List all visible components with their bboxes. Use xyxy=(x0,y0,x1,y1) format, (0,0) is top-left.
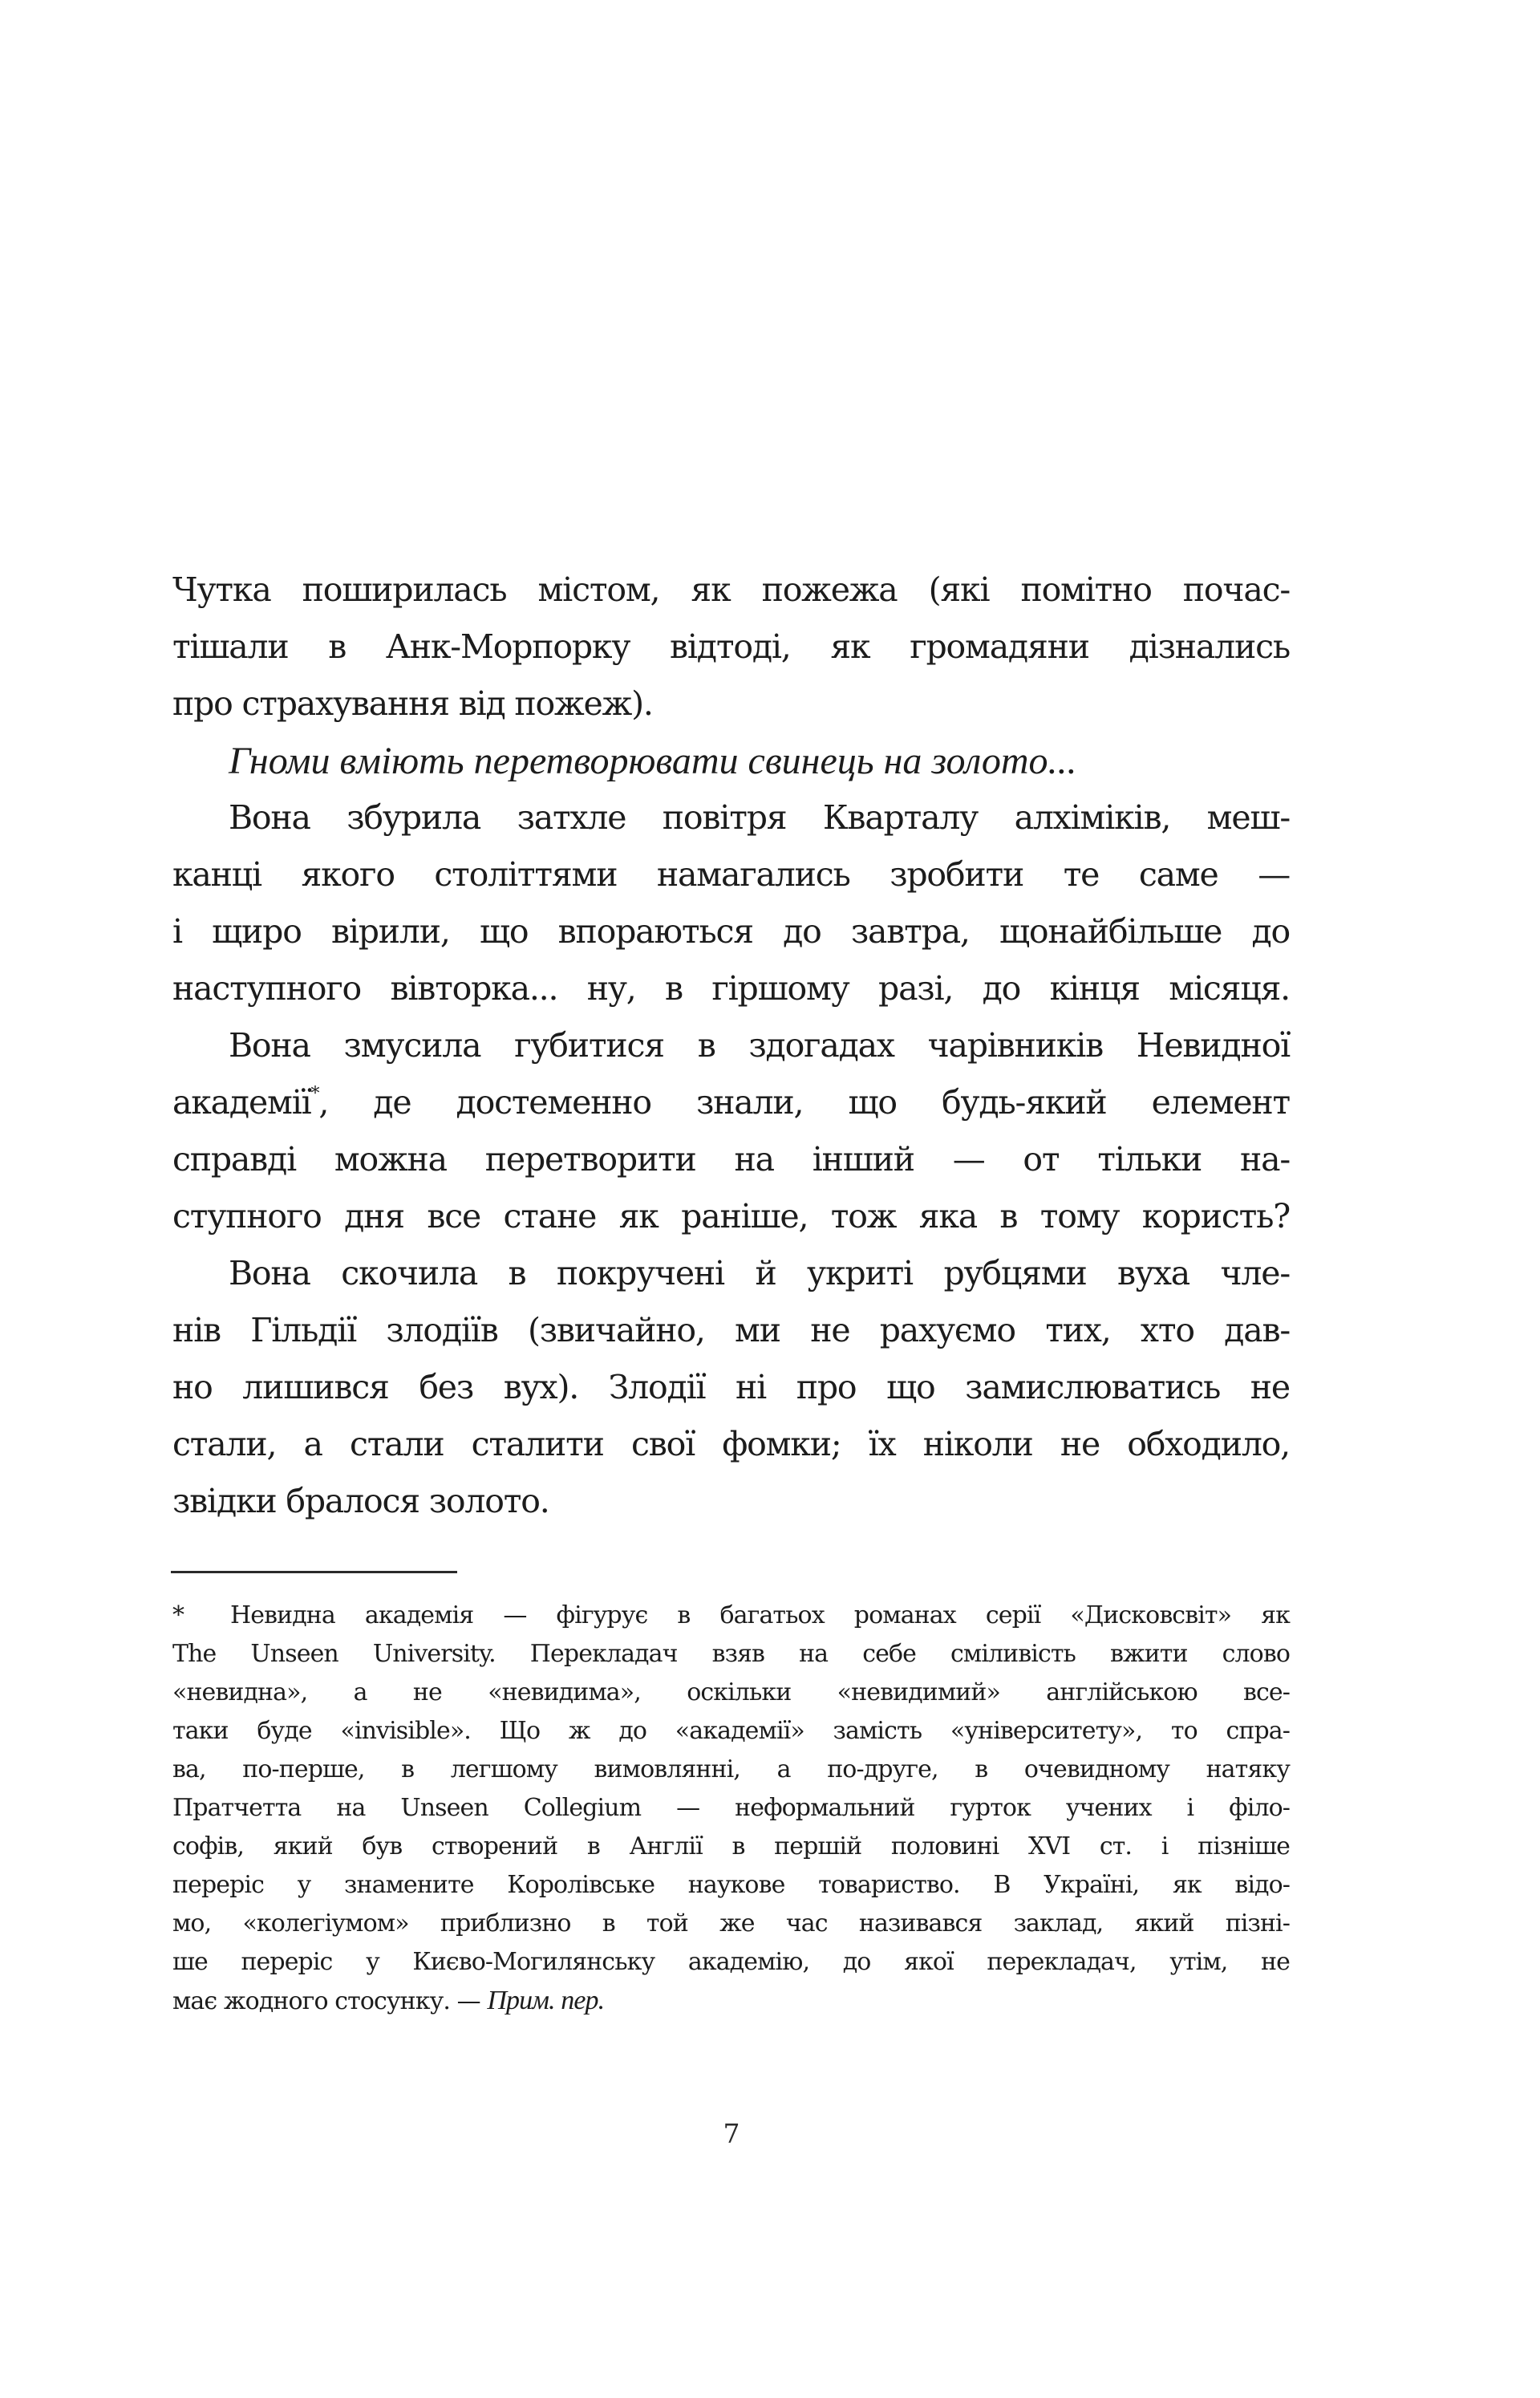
footnote-line xyxy=(172,1982,1290,2020)
text-line: про страхування від пожеж). xyxy=(172,684,653,723)
footnote-reference-marker[interactable]: * xyxy=(310,1084,319,1104)
footnote-line: таки буде «invisible». Що ж до «академії» замість «університету», то спра- xyxy=(172,1717,1290,1745)
footnote-marker: * xyxy=(172,1601,184,1629)
text-line: Чутка поширилась містом, як пожежа (які помітно почас- xyxy=(172,570,1290,609)
footnote-line: The Unseen University. Перекладач взяв на себе сміливість вжити слово xyxy=(172,1640,1290,1668)
main-text-block xyxy=(172,562,1290,1530)
text-line: но лишився без вух). Злодії ні про що замислюватись не xyxy=(172,1368,1290,1406)
footnote-line: Пратчетта на Unseen Collegium — неформальний гурток учених і філо- xyxy=(172,1794,1290,1822)
text-line: наступного вівторка... ну, в гіршому разі, до кінця місяця. xyxy=(172,969,1290,1008)
footnote-text: має жодного стосунку. — xyxy=(172,1987,488,2015)
text-line: Вона скочила в покручені й укриті рубцями вуха чле- xyxy=(229,1254,1290,1292)
text-line: ступного дня все стане як раніше, тож яка в тому користь? xyxy=(172,1197,1290,1236)
text-line: тішали в Анк-Морпорку відтоді, як громадяни дізнались xyxy=(172,627,1290,666)
text-line-with-footnote-ref xyxy=(172,1074,1290,1131)
translator-note-label: Прим. пер. xyxy=(487,1986,605,2015)
text-line: Вона збурила затхле повітря Кварталу алхіміків, меш- xyxy=(229,798,1290,837)
italic-rumor-line: Гноми вміють перетворювати свинець на золото... xyxy=(229,740,1077,782)
footnote-text: Невидна академія — фігурує в багатьох романах серії «Дисковсвіт» як xyxy=(230,1601,1290,1629)
text-line: Вона змусила губитися в здогадах чарівників Невидної xyxy=(229,1026,1290,1065)
footnote-line: мо, «колегіумом» приблизно в той же час називався заклад, який пізні- xyxy=(172,1909,1290,1937)
footnote-line xyxy=(172,1597,1290,1635)
footnote-block xyxy=(172,1597,1290,2020)
page-number: 7 xyxy=(723,2118,740,2149)
footnote-line: софів, який був створений в Англії в першій половині XVI ст. і пізніше xyxy=(172,1832,1290,1860)
text-line: звідки бралося золото. xyxy=(172,1482,549,1520)
text-fragment: академії xyxy=(172,1083,311,1122)
footnote-line: ва, по-перше, в легшому вимовлянні, а по-друге, в очевидному натяку xyxy=(172,1755,1290,1783)
text-line: стали, а стали сталити свої фомки; їх ніколи не обходило, xyxy=(172,1425,1290,1463)
footnote-line: «невидна», а не «невидима», оскільки «невидимий» англійською все- xyxy=(172,1678,1290,1706)
text-line: канці якого століттями намагались зробити те саме — xyxy=(172,855,1290,894)
text-line: нів Гільдії злодіїв (звичайно, ми не рахуємо тих, хто дав- xyxy=(172,1311,1290,1349)
footnote-separator-rule xyxy=(171,1571,457,1573)
text-fragment: , де достеменно знали, що будь-який елемент xyxy=(318,1083,1290,1122)
text-line: і щиро вірили, що впораються до завтра, щонайбільше до xyxy=(172,912,1290,951)
footnote-line: переріс у знамените Королівське наукове товариство. В Україні, як відо- xyxy=(172,1871,1290,1899)
text-line: справді можна перетворити на інший — от тільки на- xyxy=(172,1140,1290,1179)
footnote-line: ше переріс у Києво-Могилянську академію, до якої перекладач, утім, не xyxy=(172,1948,1290,1976)
